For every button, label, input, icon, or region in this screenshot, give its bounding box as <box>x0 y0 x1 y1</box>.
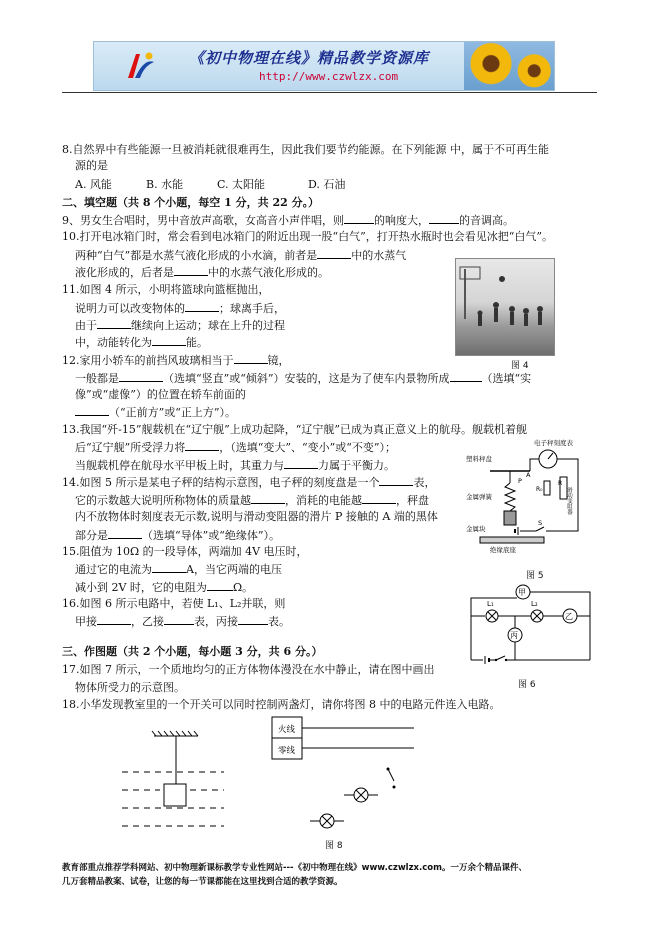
blank[interactable] <box>251 493 285 504</box>
q16-line2c: 表，丙接 <box>194 615 238 628</box>
fig6-label-jia: 甲 <box>518 588 526 597</box>
q10-line3 <box>75 265 329 280</box>
blank[interactable] <box>185 301 219 312</box>
q11-line2b: ；球离手后， <box>219 302 285 315</box>
q11-line3b: 继续向上运动；球在上升的过程 <box>131 319 285 332</box>
blank[interactable] <box>344 213 374 224</box>
blank[interactable] <box>429 213 459 224</box>
site-logo-icon <box>122 48 156 82</box>
q10-line2b: 中的水蒸气 <box>351 249 407 262</box>
blank[interactable] <box>238 614 268 625</box>
switch-icon <box>496 656 505 660</box>
blank[interactable] <box>450 371 482 382</box>
fig5-label-meter: 电子秤刻度表 <box>534 439 573 447</box>
fig8-label-fire: 火线 <box>278 725 296 735</box>
footer-line2: 几万套精品教案、试卷，让您的每一节课都能在这里找到合适的教学资源。 <box>62 877 343 887</box>
header-banner <box>93 41 555 91</box>
sunflower-image <box>464 42 554 90</box>
metal-block-icon <box>504 511 516 525</box>
fig5-label-block: 金属块 <box>466 525 486 533</box>
q12-line4-text: （“正前方”或“正上方”）。 <box>109 406 236 419</box>
fig5-label-r0: R₀ <box>536 486 543 493</box>
q11-line2a: 说明力可以改变物体的 <box>75 302 185 315</box>
fig5-label-s: S <box>538 519 543 527</box>
fig6-label-bing: 丙 <box>510 631 518 640</box>
cube-icon <box>164 784 186 806</box>
fig6-caption: 图 6 <box>518 680 536 690</box>
banner-url[interactable]: http://www.czwlzx.com <box>259 70 399 83</box>
blank[interactable] <box>75 405 109 416</box>
q14-line1b: 表， <box>413 476 436 489</box>
q9-a: 9、男女生合唱时，男中音放声高歌，女高音小声伴唱，则 <box>62 214 344 227</box>
switch-icon <box>536 527 544 531</box>
meter-needle-icon <box>548 453 553 459</box>
q17-line1: 17.如图 7 所示，一个质地均匀的正方体物体漫没在水中静止，请在图中画出 <box>62 663 435 676</box>
q15-line2 <box>75 562 282 577</box>
q12-line1b: 镜， <box>267 354 290 367</box>
q18-line1: 18.小华发现教室里的一个开关可以同时控制两盏灯，请你将图 8 中的电路元件连入电路。 <box>62 698 501 711</box>
q14-line4b: （选填“导体”或“绝缘体”）。 <box>142 529 280 542</box>
blank[interactable] <box>174 265 208 276</box>
q10-line2a: 两种“白气”都是水蒸气液化形成的小水滴，前者是 <box>75 249 318 262</box>
blank[interactable] <box>207 580 233 591</box>
blank[interactable] <box>152 562 186 573</box>
fig5-label-a: A <box>526 471 531 479</box>
q14-line1a: 14.如图 5 所示是某电子秤的结构示意图，电子秤的刻度盘是一个 <box>62 476 380 489</box>
q15-line3b: Ω。 <box>232 581 254 594</box>
blank[interactable] <box>97 318 131 329</box>
q14-line4 <box>75 528 280 543</box>
q11-line1: 11.如图 4 所示，小明将篮球向篮框抛出， <box>62 283 270 296</box>
q10-line2 <box>75 248 406 263</box>
q14-line2c: ，秤盘 <box>396 494 429 507</box>
q12-line1a: 12.家用小轿车的前挡风玻璃相当于 <box>62 354 234 367</box>
q11-line4a: 中，动能转化为 <box>75 336 152 349</box>
header-rule <box>62 92 597 93</box>
blank[interactable] <box>152 335 186 346</box>
q8-line1: 8.自然界中有些能源一旦被消耗就很难再生，因此我们要节约能源。在下列能源 中，属于不可再生能 <box>62 143 549 156</box>
blank[interactable] <box>119 371 163 382</box>
q9-b: 的响度大， <box>374 214 429 227</box>
base-icon <box>480 537 544 543</box>
q11-line4 <box>75 335 208 350</box>
fig5-label-r: R <box>558 480 563 487</box>
q13-line2a: 后“辽宁舰”所受浮力将 <box>75 441 186 454</box>
q14-line2 <box>75 493 429 508</box>
blank[interactable] <box>317 248 351 259</box>
q14-line2b: ，消耗的电能越 <box>285 494 362 507</box>
q11-line2 <box>75 301 285 316</box>
blank[interactable] <box>379 475 413 486</box>
blank[interactable] <box>108 528 142 539</box>
q12-line1 <box>62 353 290 368</box>
q16-line2a: 甲接 <box>75 615 97 628</box>
fig8-label-neutral: 零线 <box>278 746 296 756</box>
q14-line3: 内不放物体时刻度表无示数,说明与滑动变阻器的滑片 P 接触的 A 端的黑体 <box>75 510 438 523</box>
blank[interactable] <box>97 614 131 625</box>
q14-line2a: 它的示数越大说明所称物体的质量越 <box>75 494 251 507</box>
q14-line1 <box>62 475 435 490</box>
q12-line2a: 一般都是 <box>75 372 119 385</box>
q13-line3 <box>75 458 395 473</box>
blank[interactable] <box>164 614 194 625</box>
q15-line3a: 减小到 2V 时，它的电阻为 <box>75 581 207 594</box>
fig5-scale-diagram <box>460 437 588 565</box>
blank[interactable] <box>284 458 318 469</box>
q17-line2: 物体所受力的示意图。 <box>75 681 185 694</box>
q9-text <box>62 213 514 228</box>
q10-line3a: 液化形成的，后者是 <box>75 266 174 279</box>
q12-line2b: （选填“竖直”或“倾斜”）安装的，这是为了使车内景物所成 <box>163 372 450 385</box>
banner-title: 《初中物理在线》精品教学资源库 <box>189 49 430 67</box>
q9-c: 的音调高。 <box>459 214 514 227</box>
q13-line2b: ，（选填“变大”、“变小”或“不变”）； <box>219 441 396 454</box>
q13-line3a: 当舰载机停在航母水平甲板上时，其重力与 <box>75 459 284 472</box>
section2-heading: 二、填空题（共 8 个小题，每空 1 分，共 22 分。） <box>62 196 320 209</box>
q12-line2c: （选填“实 <box>481 372 532 385</box>
fig5-caption: 图 5 <box>526 571 544 581</box>
fig7-water-cube-diagram <box>118 728 228 838</box>
blank[interactable] <box>362 493 396 504</box>
q15-line3 <box>75 580 253 595</box>
fig4-caption: 图 4 <box>511 361 529 371</box>
q16-line2b: ，乙接 <box>131 615 164 628</box>
q13-line3b: 力属于平衡力。 <box>318 459 395 472</box>
q10-line1: 10.打开电冰箱门时，常会看到电冰箱门的附近出现一股“白气”，打开热水瓶时也会看见冰把“白气”。 <box>62 230 553 243</box>
fig6-label-l2: L₂ <box>531 600 538 608</box>
blank[interactable] <box>185 440 219 451</box>
fig5-label-rheo: 滑动变阻器 <box>566 487 572 515</box>
fig5-label-p: P <box>518 477 522 485</box>
q16-line2 <box>75 614 290 629</box>
basketball-photo <box>455 258 555 356</box>
blank[interactable] <box>234 353 268 364</box>
fig8-wiring-diagram <box>268 713 418 831</box>
basketball-scene-icon <box>456 259 554 355</box>
fig5-label-base: 绝缘底座 <box>490 546 516 554</box>
fig6-label-yi: 乙 <box>565 612 573 621</box>
q10-line3b: 中的水蒸气液化形成的。 <box>208 266 329 279</box>
section3-heading: 三、作图题（共 2 个小题，每小题 3 分，共 6 分。） <box>62 645 323 658</box>
q12-line4 <box>75 405 236 420</box>
fig8-caption: 图 8 <box>325 841 343 851</box>
q15-line1: 15.阻值为 10Ω 的一段导体，两端加 4V 电压时， <box>62 545 308 558</box>
fig5-label-pan: 塑料秤盘 <box>466 455 492 463</box>
q11-line3a: 由于 <box>75 319 97 332</box>
switch-icon <box>388 769 394 781</box>
q16-line1: 16.如图 6 所示电路中，若使 L₁、L₂并联，则 <box>62 597 286 610</box>
q12-line3: 像”或“虚像”）的位置在轿车前面的 <box>75 388 246 401</box>
q8-option-b: B. 水能 <box>146 178 184 191</box>
q12-line2 <box>75 371 531 386</box>
q8-option-a: A. 风能 <box>75 178 112 191</box>
resistor-r0-icon <box>544 481 550 495</box>
footer-line1: 教育部重点推荐学科网站、初中物理新课标教学专业性网站---《初中物理在线》www.czwlzx.com。一万余个精品课件、 <box>62 863 527 873</box>
q8-option-d: D. 石油 <box>308 178 346 191</box>
q11-line3 <box>75 318 285 333</box>
q11-line4b: 能。 <box>186 336 208 349</box>
fig6-circuit-diagram <box>465 580 597 672</box>
q8-option-c: C. 太阳能 <box>217 178 266 191</box>
q13-line1: 13.我国“歼-15”舰载机在“辽宁舰”上成功起降，“辽宁舰”已成为真正意义上的航母。舰载机着舰 <box>62 423 527 436</box>
fig5-label-spring: 金属弹簧 <box>466 493 492 501</box>
q16-line2d: 表。 <box>268 615 290 628</box>
q15-line2a: 通过它的电流为 <box>75 563 152 576</box>
spring-icon <box>505 483 515 511</box>
q14-line4a: 部分是 <box>75 529 108 542</box>
q13-line2 <box>75 440 396 455</box>
q8-line2: 源的是 <box>75 159 108 172</box>
q15-line2b: A，当它两端的电压 <box>186 563 282 576</box>
fig6-label-l1: L₁ <box>487 600 494 608</box>
